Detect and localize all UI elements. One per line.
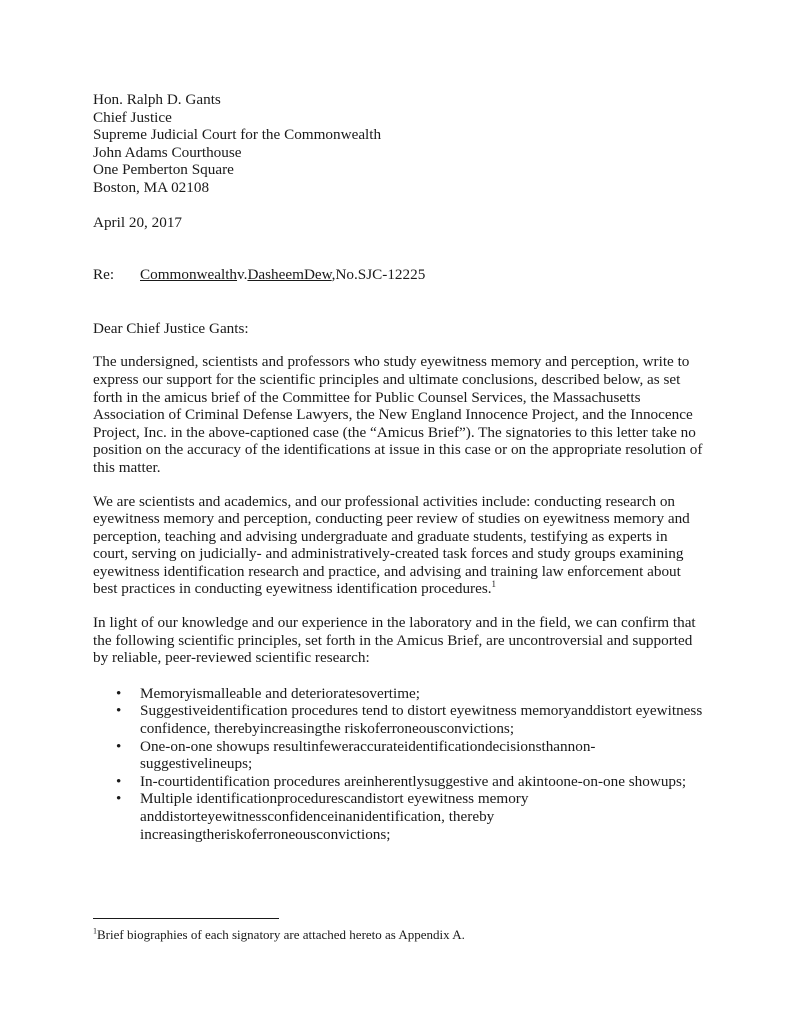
paragraph-3: In light of our knowledge and our experience in the laboratory and in the field, we can confirm that the following scientific principles, set forth in the Amicus Brief, are uncontroversial and supported by reliable, peer-reviewed scientific research:: [93, 614, 696, 667]
case-number: ,No.SJC-12225: [331, 266, 426, 284]
address-line: Boston, MA 02108: [93, 178, 210, 196]
list-item-text: Memoryismalleable and deterioratesovertime;: [140, 684, 421, 702]
case-v: v.: [237, 266, 248, 284]
list-item: [93, 685, 703, 703]
paragraph-1: The undersigned, scientists and professors who study eyewitness memory and perception, write to express our support for the scientific principles and ultimate conclusions, described below, as set forth in the amicus brief of the Committee for Public Counsel Services, the Massachusetts Association of Criminal Defense Lawyers, the New England Innocence Project, and the Innocence Project, Inc. in the above-captioned case (the “Amicus Brief”). The signatories to this letter take no position on the accuracy of the identifications at issue in this case or on the appropriate resolution of this matter.: [93, 353, 703, 476]
list-item-text: Suggestiveidentification procedures tend to distort eyewitness memoryanddistort eyewitness confidence, therebyincreasingthe riskoferroneousconvictions;: [140, 702, 703, 738]
address-line: One Pemberton Square: [93, 161, 234, 179]
bullet-icon: •: [116, 737, 122, 755]
list-item: [93, 738, 703, 773]
footnote-text: Brief biographies of each signatory are attached hereto as Appendix A.: [97, 927, 465, 942]
case-party1: Commonwealth: [140, 266, 238, 284]
bullet-icon: •: [116, 684, 122, 702]
recipient-address: [93, 91, 703, 197]
bullet-icon: •: [116, 772, 122, 790]
re-line: [93, 266, 703, 284]
bullet-icon: •: [116, 790, 122, 808]
letter-body: [93, 91, 703, 843]
re-label: Re:: [93, 266, 115, 284]
list-item-text: In-courtidentification procedures areinherentlysuggestive and akintoone-on-one showups;: [140, 772, 687, 790]
principles-list: [93, 685, 703, 843]
paragraph-2-text: We are scientists and academics, and our professional activities include: conducting research on eyewitness memory and perception, conducting peer review of studies on eyewitness memory and perception, teaching and advising undergraduate and graduate students, testifying as experts in court, serving on judicially- and administratively-created task forces and study groups examining eyewitness identification research and practice, and advising and training law enforcement about best practices in conducting eyewitness identification procedures.: [93, 492, 690, 598]
salutation: Dear Chief Justice Gants:: [93, 319, 249, 337]
list-item: [93, 702, 703, 737]
address-line: Supreme Judicial Court for the Commonwealth: [93, 126, 382, 144]
list-item-text: One-on-one showups resultinfeweraccurateidentificationdecisionsthannon-suggestivelineups;: [140, 737, 596, 773]
footnote-number: 1: [93, 926, 97, 936]
address-line: Chief Justice: [93, 108, 172, 126]
list-item: [93, 790, 703, 843]
address-line: Hon. Ralph D. Gants: [93, 91, 221, 108]
address-line: John Adams Courthouse: [93, 143, 242, 161]
list-item-text: Multiple identificationprocedurescandistort eyewitness memory anddistorteyewitnessconfidenceinanidentification, thereby increasingtheriskoferroneousconvictions;: [140, 790, 529, 843]
case-party2: DasheemDew: [247, 266, 332, 284]
letter-date: April 20, 2017: [93, 213, 183, 231]
paragraph-2: [93, 493, 703, 599]
footnote-marker: 1: [491, 579, 497, 590]
case-caption: [140, 266, 425, 284]
footnote-divider: [93, 918, 279, 919]
bullet-icon: •: [116, 702, 122, 720]
footnote: [93, 927, 465, 942]
list-item: [93, 773, 703, 791]
